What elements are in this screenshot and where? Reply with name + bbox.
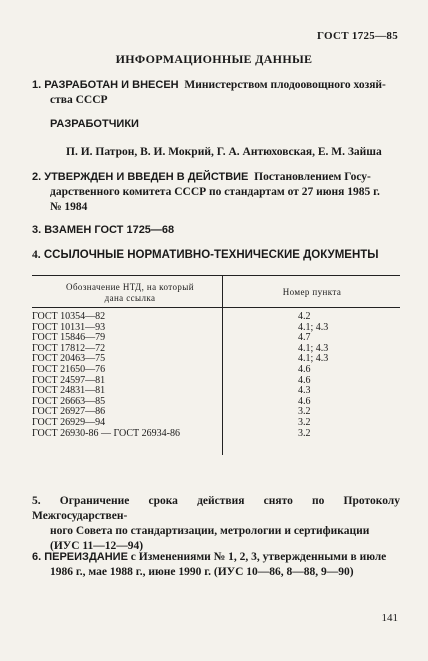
section-1-text-1: Министерством плодоовощного хозяй- — [184, 79, 386, 91]
table-row — [32, 312, 400, 323]
table-cell-document: ГОСТ 10131—93 — [32, 321, 106, 333]
table-cell-item: 4.6 — [298, 374, 311, 386]
section-1 — [32, 78, 400, 108]
page-title: ИНФОРМАЦИОННЫЕ ДАННЫЕ — [115, 52, 313, 66]
table-header-item: Номер пункта — [282, 287, 342, 297]
table-row — [32, 418, 400, 429]
table-header-document-line-2: дана ссылка — [104, 293, 156, 303]
section-2-text-2: дарственного комитета СССР по стандартам от 27 июня 1985 г. — [50, 186, 380, 198]
table-row — [32, 429, 400, 440]
section-2-text-1: Постановлением Госу- — [254, 171, 371, 183]
section-6-line-1: с Изменениями № 1, 2, 3, утвержденными в июле — [130, 551, 387, 563]
table-cell-item: 4.6 — [298, 395, 311, 407]
table-cell-item: 4.1; 4.3 — [298, 342, 329, 354]
section-6-line-2: 1986 г., мае 1988 г., июне 1990 г. (ИУС 10—86, 8—88, 9—90) — [50, 566, 354, 578]
table-cell-document: ГОСТ 10354—82 — [32, 311, 106, 322]
section-3-text: 3. ВЗАМЕН ГОСТ 1725—68 — [32, 224, 175, 236]
developers-title: РАЗРАБОТЧИКИ — [50, 118, 139, 130]
section-5-line-1: 5. Ограничение срока действия снято по Протоколу Межгосударствен- — [32, 495, 400, 522]
table-cell-document: ГОСТ 20463—75 — [32, 353, 106, 365]
table-cell-item: 4.2 — [298, 311, 311, 322]
section-6 — [32, 550, 400, 580]
standard-code: ГОСТ 1725—85 — [316, 30, 398, 42]
table-header-document — [40, 282, 220, 304]
section-3 — [32, 223, 400, 238]
section-4 — [32, 249, 379, 261]
section-4-title: ССЫЛОЧНЫЕ НОРМАТИВНО-ТЕХНИЧЕСКИЕ ДОКУМЕНТЫ — [43, 249, 379, 261]
developers-names: П. И. Патрон, В. И. Мокрий, Г. А. Антюховская, Е. М. Зайша — [66, 146, 382, 158]
table-cell-item: 3.2 — [298, 416, 311, 428]
table-row — [32, 365, 400, 376]
section-6-title: 6. ПЕРЕИЗДАНИЕ — [32, 551, 128, 563]
table-header-document-line-1: Обозначение НТД, на который — [66, 282, 194, 292]
section-1-text-2: ства СССР — [50, 94, 108, 106]
section-5-line-3: (ИУС 11—12—94) — [50, 540, 144, 552]
table-cell-document: ГОСТ 21650—76 — [32, 363, 106, 375]
section-5-line-2: ного Совета по стандартизации, метрологии и сертификации — [50, 525, 370, 537]
table-cell-item: 4.1; 4.3 — [298, 321, 329, 333]
section-4-num: 4. — [32, 249, 41, 261]
table-cell-document: ГОСТ 24831—81 — [32, 385, 106, 397]
page-number: 141 — [381, 612, 398, 624]
section-2-text-3: № 1984 — [50, 201, 88, 213]
table-cell-document: ГОСТ 24597—81 — [32, 374, 106, 386]
section-2 — [32, 170, 400, 215]
table-cell-item: 4.7 — [298, 332, 311, 344]
table-body — [32, 312, 400, 439]
table-cell-item: 4.1; 4.3 — [298, 353, 329, 365]
section-2-title: 2. УТВЕРЖДЕН И ВВЕДЕН В ДЕЙСТВИЕ — [32, 171, 249, 183]
table-cell-document: ГОСТ 17812—72 — [32, 342, 106, 354]
table-cell-item: 4.6 — [298, 363, 311, 375]
references-table — [32, 275, 400, 485]
table-cell-document: ГОСТ 26927—86 — [32, 406, 106, 418]
table-cell-document: ГОСТ 26929—94 — [32, 416, 106, 428]
table-cell-item: 3.2 — [298, 406, 311, 418]
table-header-rule — [32, 307, 400, 308]
table-top-rule — [32, 275, 400, 276]
table-cell-document: ГОСТ 15846—79 — [32, 332, 106, 344]
table-cell-document: ГОСТ 26930-86 — ГОСТ 26934-86 — [32, 427, 180, 439]
section-1-title: 1. РАЗРАБОТАН И ВНЕСЕН — [32, 79, 179, 91]
table-cell-document: ГОСТ 26663—85 — [32, 395, 106, 407]
table-cell-item: 4.3 — [298, 385, 311, 397]
table-cell-item: 3.2 — [298, 427, 311, 439]
section-5 — [32, 494, 400, 554]
